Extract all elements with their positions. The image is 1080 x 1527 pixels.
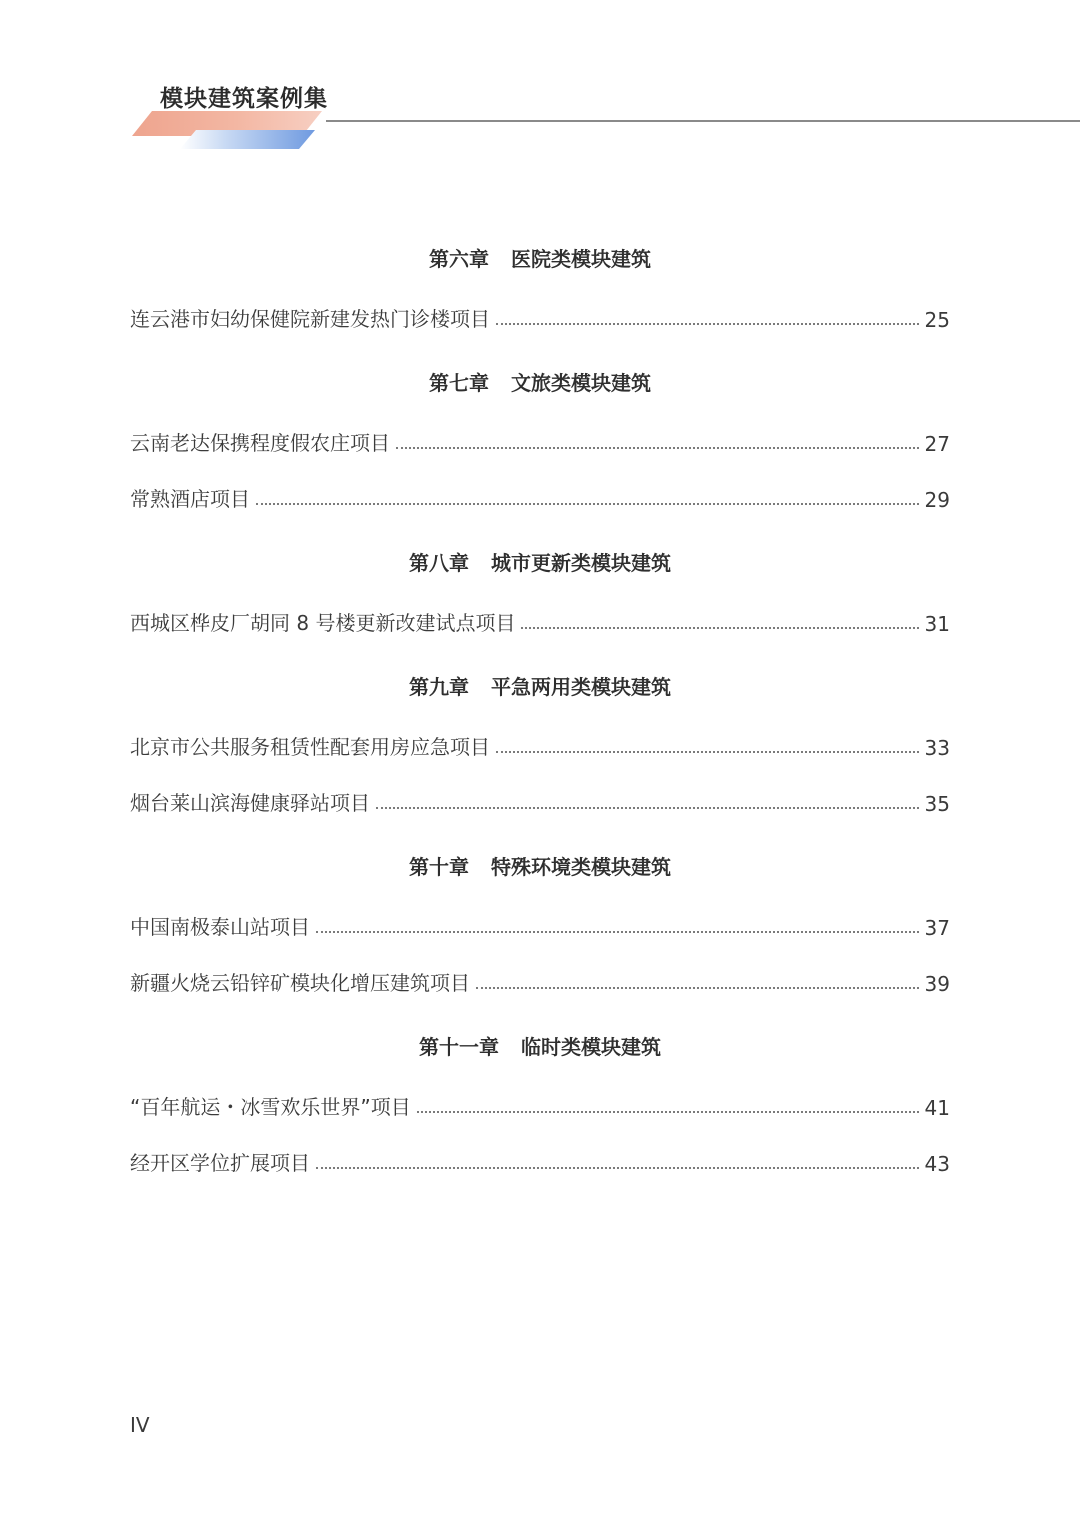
entry-title: 西城区桦皮厂胡同 8 号楼更新改建试点项目 bbox=[130, 611, 516, 635]
toc-entry[interactable] bbox=[130, 1142, 950, 1176]
chapter-number: 第九章 bbox=[409, 675, 469, 699]
chapter-heading bbox=[130, 356, 950, 410]
dot-leader bbox=[316, 1167, 919, 1169]
entry-title: 中国南极泰山站项目 bbox=[130, 915, 310, 939]
page-number: IV bbox=[130, 1413, 150, 1437]
entry-title: 新疆火烧云铅锌矿模块化增压建筑项目 bbox=[130, 971, 470, 995]
page-header bbox=[0, 0, 1080, 160]
chapter-heading bbox=[130, 536, 950, 590]
entry-page-number: 41 bbox=[924, 1096, 950, 1120]
toc-entry[interactable] bbox=[130, 726, 950, 760]
entry-page-number: 35 bbox=[924, 792, 950, 816]
chapter-number: 第十一章 bbox=[419, 1035, 499, 1059]
chapter-title: 临时类模块建筑 bbox=[521, 1035, 661, 1059]
dot-leader bbox=[476, 987, 919, 989]
dot-leader bbox=[256, 503, 919, 505]
toc-entry[interactable] bbox=[130, 478, 950, 512]
entry-page-number: 31 bbox=[924, 612, 950, 636]
chapter-heading bbox=[130, 660, 950, 714]
header-divider bbox=[326, 120, 1080, 122]
entry-page-number: 25 bbox=[924, 308, 950, 332]
entry-page-number: 37 bbox=[924, 916, 950, 940]
toc-entry[interactable] bbox=[130, 906, 950, 940]
entry-title: 云南老达保携程度假农庄项目 bbox=[130, 431, 390, 455]
dot-leader bbox=[496, 323, 919, 325]
dot-leader bbox=[496, 751, 919, 753]
toc-entry[interactable] bbox=[130, 298, 950, 332]
dot-leader bbox=[396, 447, 919, 449]
entry-title: 北京市公共服务租赁性配套用房应急项目 bbox=[130, 735, 490, 759]
chapter-title: 平急两用类模块建筑 bbox=[491, 675, 671, 699]
toc-entry[interactable] bbox=[130, 782, 950, 816]
toc-entry[interactable] bbox=[130, 1086, 950, 1120]
entry-title: “百年航运・冰雪欢乐世界”项目 bbox=[130, 1095, 411, 1119]
toc-entry[interactable] bbox=[130, 602, 950, 636]
chapter-heading bbox=[130, 232, 950, 286]
chapter-number: 第七章 bbox=[429, 371, 489, 395]
toc-entry[interactable] bbox=[130, 422, 950, 456]
entry-page-number: 43 bbox=[924, 1152, 950, 1176]
entry-title: 经开区学位扩展项目 bbox=[130, 1151, 310, 1175]
chapter-number: 第十章 bbox=[409, 855, 469, 879]
entry-page-number: 27 bbox=[924, 432, 950, 456]
entry-page-number: 33 bbox=[924, 736, 950, 760]
chapter-title: 特殊环境类模块建筑 bbox=[491, 855, 671, 879]
chapter-heading bbox=[130, 840, 950, 894]
dot-leader bbox=[417, 1111, 919, 1113]
entry-title: 连云港市妇幼保健院新建发热门诊楼项目 bbox=[130, 307, 490, 331]
dot-leader bbox=[376, 807, 919, 809]
table-of-contents bbox=[130, 232, 950, 1198]
chapter-title: 城市更新类模块建筑 bbox=[491, 551, 671, 575]
toc-entry[interactable] bbox=[130, 962, 950, 996]
entry-title: 常熟酒店项目 bbox=[130, 487, 250, 511]
chapter-number: 第八章 bbox=[409, 551, 469, 575]
entry-page-number: 39 bbox=[924, 972, 950, 996]
chapter-heading bbox=[130, 1020, 950, 1074]
entry-page-number: 29 bbox=[924, 488, 950, 512]
entry-title: 烟台莱山滨海健康驿站项目 bbox=[130, 791, 370, 815]
book-title: 模块建筑案例集 bbox=[160, 86, 328, 112]
chapter-number: 第六章 bbox=[429, 247, 489, 271]
dot-leader bbox=[521, 627, 918, 629]
chapter-title: 文旅类模块建筑 bbox=[511, 371, 651, 395]
chapter-title: 医院类模块建筑 bbox=[511, 247, 651, 271]
decorative-blue-stripe bbox=[180, 130, 315, 149]
dot-leader bbox=[316, 931, 919, 933]
